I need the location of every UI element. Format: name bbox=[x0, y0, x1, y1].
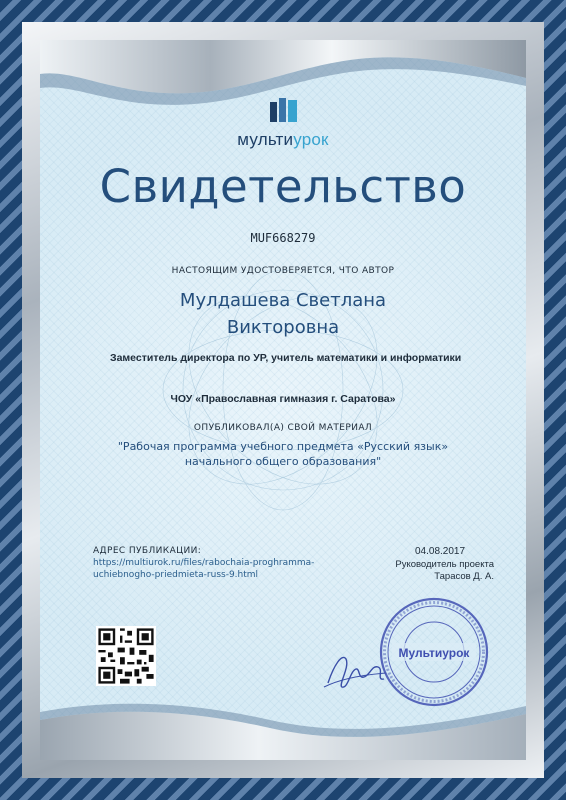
qr-code-icon[interactable] bbox=[96, 626, 156, 686]
official-stamp bbox=[378, 596, 490, 708]
material-title: "Рабочая программа учебного предмета «Русский язык» начального общего образования" bbox=[117, 440, 449, 468]
author-name-line2: Викторовна bbox=[226, 317, 340, 338]
publication-url-link[interactable]: https://multiurok.ru/files/rabochaia-proghramma-uchiebnogho-priedmieta-russ-9.html bbox=[93, 558, 315, 580]
logo-suffix: урок bbox=[293, 130, 329, 149]
published-label: ОПУБЛИКОВАЛ(А) СВОЙ МАТЕРИАЛ bbox=[193, 423, 373, 433]
publication-date: 04.08.2017 bbox=[415, 546, 466, 557]
book-logo-icon bbox=[268, 94, 300, 126]
bottom-ribbon bbox=[40, 704, 526, 760]
address-label: АДРЕС ПУБЛИКАЦИИ: bbox=[93, 546, 202, 556]
signatory-name: Тарасов Д. А. bbox=[434, 571, 494, 582]
author-position: Заместитель директора по УР, учитель математики и информатики bbox=[110, 352, 462, 364]
stamp-text: Мультиурок bbox=[398, 646, 470, 660]
author-name-line1: Мулдашева Светлана bbox=[179, 290, 387, 311]
certificate-title: Свидетельство bbox=[99, 160, 467, 213]
certificate-number: MUF668279 bbox=[250, 231, 316, 245]
author-name bbox=[40, 287, 526, 341]
brand-logo bbox=[40, 130, 526, 150]
intro-text: НАСТОЯЩИМ УДОСТОВЕРЯЕТСЯ, ЧТО АВТОР bbox=[171, 266, 395, 276]
signatory-title: Руководитель проекта bbox=[395, 559, 494, 570]
logo-prefix: мульти bbox=[237, 130, 294, 149]
school-name: ЧОУ «Православная гимназия г. Саратова» bbox=[170, 393, 396, 405]
